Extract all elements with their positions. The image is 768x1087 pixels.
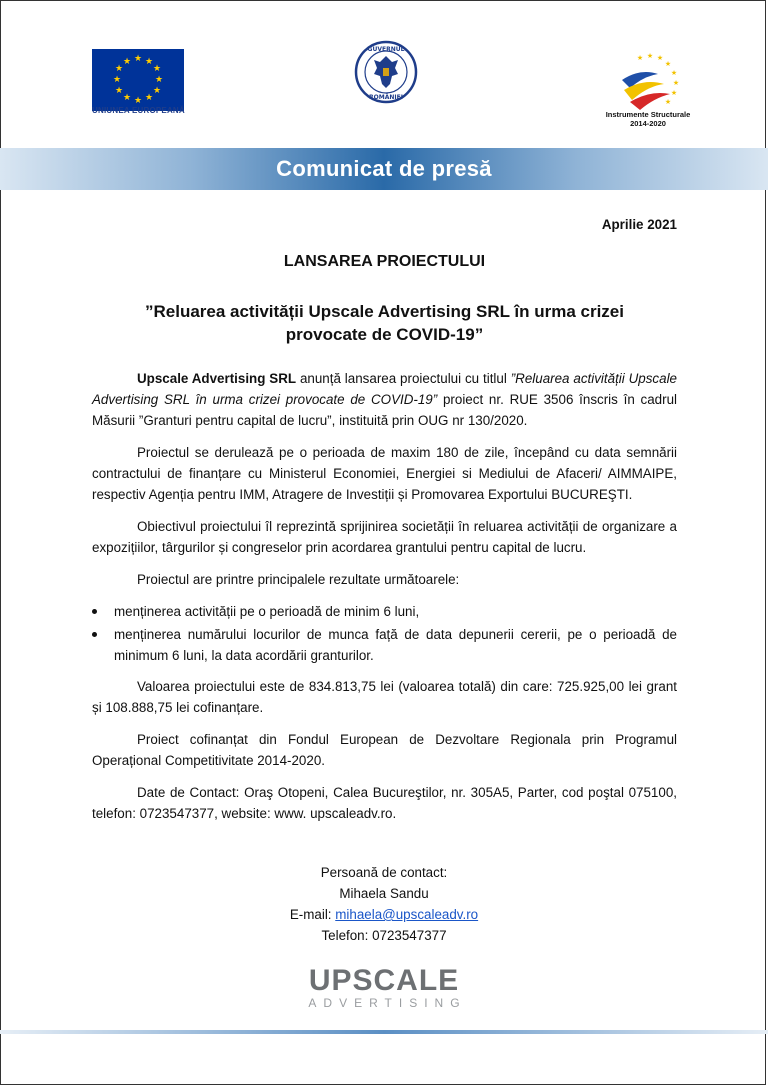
upscale-logo	[0, 966, 768, 1010]
results-list	[92, 601, 677, 666]
document-heading: LANSAREA PROIECTULUI	[283, 253, 486, 270]
contact-phone: Telefon: 0723547377	[321, 928, 447, 943]
document-body	[92, 214, 677, 835]
logo-header	[0, 40, 768, 140]
contact-block	[0, 862, 768, 946]
svg-text:★: ★	[670, 69, 678, 77]
intro-text-2: proiect nr. RUE 3506 înscris în cadrul Măsurii ”Granturi pentru capital de lucru”, instituită prin OUG nr 130/2020.	[92, 392, 678, 428]
svg-text:★: ★	[664, 60, 672, 68]
svg-text:★: ★	[670, 89, 678, 97]
banner-title: Comunicat de presă	[276, 156, 492, 181]
paragraph-duration: Proiectul se derulează pe o perioada de maxim 180 de zile, începând cu data semnării contractului de finanțare cu Ministerul Economiei, Energiei si Mediului de Afaceri/ AIMMAIPE, respectiv Agenția pentru IMM, Atragere de Investiții și Promovarea Exportului BUCUREŞTI.	[92, 445, 677, 502]
intro-project-title: ”Reluarea activității Upscale Advertising SRL în urma crizei provocate de COVID-19”	[92, 371, 677, 407]
project-title-line1: ”Reluarea activității Upscale Advertising SRL în urma crizei	[144, 302, 624, 321]
project-title-line2: provocate de COVID-19”	[285, 325, 484, 344]
svg-text:★: ★	[133, 54, 143, 64]
svg-text:★: ★	[656, 54, 664, 62]
paragraph-value: Valoarea proiectului este de 834.813,75 lei (valoarea totală) din care: 725.925,00 lei grant și 108.888,75 lei cofinanțare.	[92, 679, 677, 715]
svg-text:★: ★	[144, 57, 154, 67]
svg-text:★: ★	[672, 79, 680, 87]
svg-text:★: ★	[152, 64, 162, 74]
intro-paragraph	[92, 368, 677, 431]
intro-company: Upscale Advertising SRL	[137, 371, 297, 386]
footer-divider	[0, 1030, 768, 1034]
svg-text:★: ★	[646, 52, 654, 60]
contact-email-row	[0, 904, 768, 925]
svg-text:★: ★	[112, 75, 122, 85]
svg-text:★: ★	[152, 86, 162, 96]
contact-label: Persoană de contact:	[320, 865, 448, 880]
svg-text:★: ★	[122, 57, 132, 67]
svg-text:★: ★	[144, 93, 154, 103]
paragraph-results-intro: Proiectul are printre principalele rezultate următoarele:	[137, 572, 460, 587]
paragraph-cofinancing: Proiect cofinanțat din Fondul European de Dezvoltare Regionala prin Programul Operațional Competitivitate 2014-2020.	[92, 732, 677, 768]
svg-text:★: ★	[154, 75, 164, 85]
contact-name: Mihaela Sandu	[339, 886, 429, 901]
contact-email-link[interactable]: mihaela@upscaleadv.ro	[335, 907, 479, 922]
romanian-government-seal-icon	[354, 40, 418, 104]
structural-instruments-label	[598, 110, 698, 128]
gov-seal-top-text: GUVERNUL	[367, 46, 405, 53]
is-label-line1: Instrumente Structurale	[605, 110, 691, 119]
project-title	[92, 300, 677, 346]
svg-text:★: ★	[636, 54, 644, 62]
svg-text:★: ★	[114, 86, 124, 96]
eu-label: UNIUNEA EUROPEANĂ	[92, 106, 185, 115]
svg-text:★: ★	[114, 64, 124, 74]
brand-sub-text: ADVERTISING	[308, 996, 467, 1010]
list-item: menținerea numărului locurilor de munca față de data depunerii cererii, pe o perioadă de minimum 6 luni, la data acordării granturilor.	[92, 624, 677, 666]
list-item: menținerea activității pe o perioadă de minim 6 luni,	[92, 601, 677, 622]
paragraph-objective: Obiectivul proiectului îl reprezintă sprijinirea societății în reluarea activității de organizare a expozițiilor, târgurilor și congreselor prin acordarea grantului pentru capital de lucru.	[92, 519, 677, 555]
svg-text:★: ★	[122, 93, 132, 103]
svg-text:★: ★	[133, 96, 143, 106]
contact-email-label: E-mail:	[289, 907, 336, 922]
is-label-line2: 2014-2020	[630, 119, 666, 128]
brand-main-text: UPSCALE	[308, 964, 460, 997]
svg-text:★: ★	[664, 98, 672, 106]
release-date: Aprilie 2021	[601, 217, 677, 232]
intro-text-1: anunță lansarea proiectului cu titlul	[296, 371, 511, 386]
gov-seal-bottom-text: ROMÂNIEI	[369, 94, 403, 101]
paragraph-contact-details: Date de Contact: Oraş Otopeni, Calea Bucureştilor, nr. 305A5, Parter, cod poştal 075100, telefon: 0723547377, website: www. upscaleadv.ro.	[92, 785, 677, 821]
